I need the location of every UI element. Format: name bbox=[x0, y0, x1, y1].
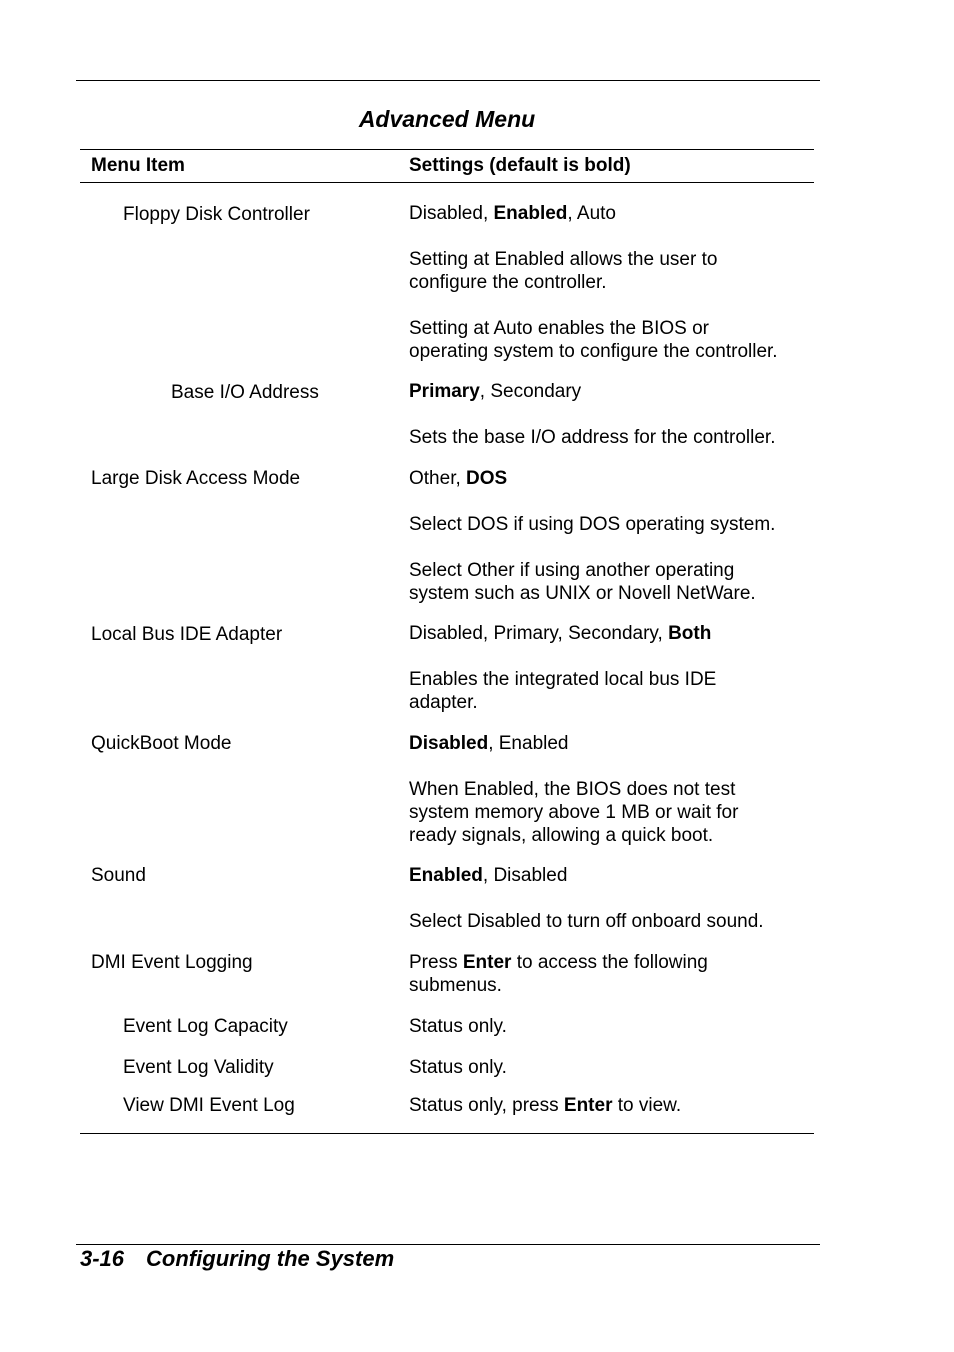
menu-item-floppy-disk-controller: Floppy Disk Controller bbox=[123, 204, 310, 225]
settings-view-dmi-event-log: Status only, press Enter to view. bbox=[409, 1095, 682, 1116]
menu-item-base-io-address: Base I/O Address bbox=[171, 382, 319, 403]
table-bottom-rule bbox=[80, 1133, 814, 1134]
settings-options-quickboot-mode: Disabled, Enabled bbox=[409, 733, 569, 754]
description-line: operating system to configure the controller. bbox=[409, 341, 778, 362]
column-header-settings: Settings (default is bold) bbox=[409, 155, 631, 176]
top-rule bbox=[76, 80, 820, 81]
menu-item-sound: Sound bbox=[91, 865, 146, 886]
settings-options-sound: Enabled, Disabled bbox=[409, 865, 568, 886]
header-bottom-rule bbox=[80, 182, 814, 183]
description-line: system such as UNIX or Novell NetWare. bbox=[409, 583, 756, 604]
description-line: Enables the integrated local bus IDE bbox=[409, 669, 717, 690]
menu-item-large-disk-access-mode: Large Disk Access Mode bbox=[91, 468, 301, 489]
description-line: system memory above 1 MB or wait for bbox=[409, 802, 739, 823]
menu-item-local-bus-ide-adapter: Local Bus IDE Adapter bbox=[91, 624, 283, 645]
description-line: adapter. bbox=[409, 692, 478, 713]
page-number: 3-16 bbox=[80, 1246, 125, 1271]
footer-rule bbox=[76, 1244, 820, 1245]
settings-event-log-validity: Status only. bbox=[409, 1057, 507, 1078]
table-title: Advanced Menu bbox=[358, 106, 536, 132]
menu-item-quickboot-mode: QuickBoot Mode bbox=[91, 733, 232, 754]
description-line: Setting at Enabled allows the user to bbox=[409, 249, 718, 270]
page-footer bbox=[80, 1246, 394, 1272]
settings-options-floppy-disk-controller: Disabled, Enabled, Auto bbox=[409, 203, 617, 224]
menu-item-event-log-validity: Event Log Validity bbox=[123, 1057, 274, 1078]
table-top-rule bbox=[80, 149, 814, 150]
section-title: Configuring the System bbox=[146, 1246, 395, 1271]
description-line: Sets the base I/O address for the controller. bbox=[409, 427, 776, 448]
menu-item-view-dmi-event-log: View DMI Event Log bbox=[123, 1095, 295, 1116]
description-line: ready signals, allowing a quick boot. bbox=[409, 825, 714, 846]
description-line: Setting at Auto enables the BIOS or bbox=[409, 318, 709, 339]
settings-event-log-capacity: Status only. bbox=[409, 1016, 507, 1037]
settings-options-base-io-address: Primary, Secondary bbox=[409, 381, 582, 402]
settings-dmi-event-logging: Press Enter to access the following bbox=[409, 952, 708, 973]
description-line: When Enabled, the BIOS does not test bbox=[409, 779, 736, 800]
description-line: Select Other if using another operating bbox=[409, 560, 735, 581]
settings-options-large-disk-access-mode: Other, DOS bbox=[409, 468, 508, 489]
description-line: configure the controller. bbox=[409, 272, 607, 293]
settings-options-local-bus-ide-adapter: Disabled, Primary, Secondary, Both bbox=[409, 623, 712, 644]
column-header-menu-item: Menu Item bbox=[91, 155, 185, 176]
menu-item-dmi-event-logging: DMI Event Logging bbox=[91, 952, 253, 973]
menu-item-event-log-capacity: Event Log Capacity bbox=[123, 1016, 288, 1037]
settings-dmi-event-logging-line-2: submenus. bbox=[409, 975, 502, 996]
description-line: Select DOS if using DOS operating system. bbox=[409, 514, 776, 535]
description-line: Select Disabled to turn off onboard sound. bbox=[409, 911, 764, 932]
